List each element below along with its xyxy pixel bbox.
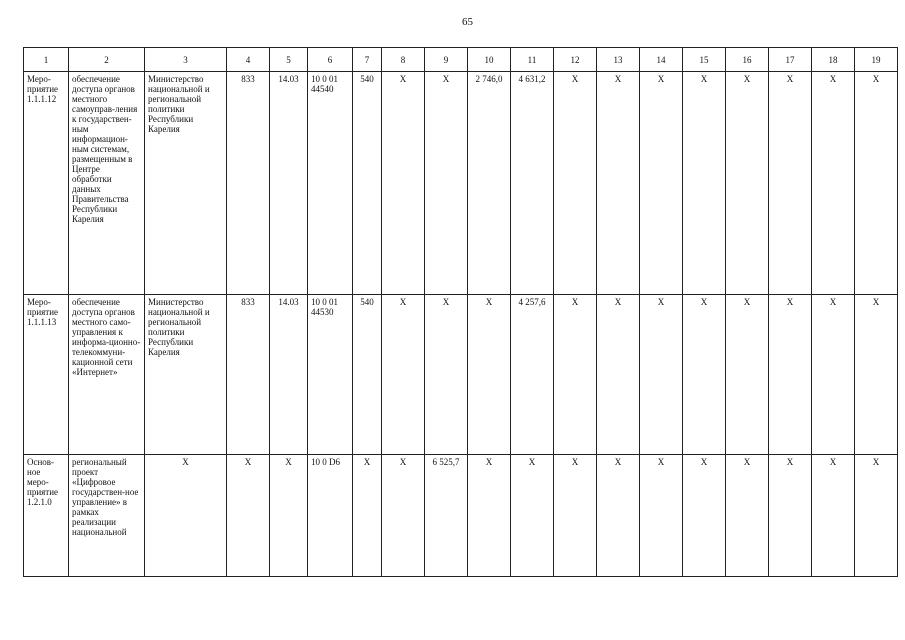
value-cell: X bbox=[812, 455, 855, 577]
column-header: 5 bbox=[270, 48, 308, 72]
value-cell: X bbox=[683, 455, 726, 577]
value-cell: X bbox=[640, 455, 683, 577]
responsible-cell: Министерство национальной и региональной политики Республики Карелия bbox=[145, 72, 227, 295]
value-cell: X bbox=[597, 295, 640, 455]
activity-name-cell: региональный проект «Цифровое государствен-ное управление» в рамках реализации национальной bbox=[69, 455, 145, 577]
activity-code-cell: Меро- приятие 1.1.1.12 bbox=[24, 72, 69, 295]
section-code-cell: 14.03 bbox=[270, 295, 308, 455]
value-cell: X bbox=[726, 72, 769, 295]
value-cell: X bbox=[769, 455, 812, 577]
column-header: 4 bbox=[227, 48, 270, 72]
value-cell: X bbox=[769, 295, 812, 455]
value-cell: X bbox=[554, 455, 597, 577]
value-cell: X bbox=[855, 455, 898, 577]
responsible-cell: Министерство национальной и региональной политики Республики Карелия bbox=[145, 295, 227, 455]
column-header: 15 bbox=[683, 48, 726, 72]
value-cell: X bbox=[382, 72, 425, 295]
value-cell: X bbox=[425, 72, 468, 295]
grbs-code-cell: 833 bbox=[227, 295, 270, 455]
expense-type-cell: X bbox=[353, 455, 382, 577]
value-cell: X bbox=[468, 295, 511, 455]
activity-name-cell: обеспечение доступа органов местного само-управления к информа-ционно-телекоммуни-кационной сети «Интернет» bbox=[69, 295, 145, 455]
column-header: 12 bbox=[554, 48, 597, 72]
section-code-cell: X bbox=[270, 455, 308, 577]
value-cell: X bbox=[597, 455, 640, 577]
value-cell: X bbox=[597, 72, 640, 295]
column-header: 14 bbox=[640, 48, 683, 72]
column-header: 10 bbox=[468, 48, 511, 72]
column-header: 9 bbox=[425, 48, 468, 72]
value-cell: X bbox=[855, 295, 898, 455]
value-cell: 6 525,7 bbox=[425, 455, 468, 577]
value-cell: X bbox=[640, 72, 683, 295]
column-header: 3 bbox=[145, 48, 227, 72]
activity-code-cell: Меро- приятие 1.1.1.13 bbox=[24, 295, 69, 455]
column-header: 18 bbox=[812, 48, 855, 72]
value-cell: X bbox=[468, 455, 511, 577]
column-header: 1 bbox=[24, 48, 69, 72]
target-article-cell: 10 0 D6 bbox=[308, 455, 353, 577]
activity-code-cell: Основ- ное меро- приятие 1.2.1.0 bbox=[24, 455, 69, 577]
value-cell: X bbox=[382, 295, 425, 455]
target-article-cell: 10 0 01 44530 bbox=[308, 295, 353, 455]
column-header: 13 bbox=[597, 48, 640, 72]
value-cell: X bbox=[726, 455, 769, 577]
expense-type-cell: 540 bbox=[353, 72, 382, 295]
expense-type-cell: 540 bbox=[353, 295, 382, 455]
column-header: 7 bbox=[353, 48, 382, 72]
column-header: 2 bbox=[69, 48, 145, 72]
column-header: 6 bbox=[308, 48, 353, 72]
value-cell: X bbox=[554, 72, 597, 295]
value-cell: 4 631,2 bbox=[511, 72, 554, 295]
value-cell: X bbox=[640, 295, 683, 455]
value-cell: X bbox=[683, 72, 726, 295]
value-cell: X bbox=[554, 295, 597, 455]
column-header: 19 bbox=[855, 48, 898, 72]
responsible-cell: X bbox=[145, 455, 227, 577]
value-cell: X bbox=[769, 72, 812, 295]
page-number: 65 bbox=[462, 16, 473, 28]
table-row bbox=[24, 72, 898, 295]
value-cell: 4 257,6 bbox=[511, 295, 554, 455]
activity-name-cell: обеспечение доступа органов местного самоуправ-ления к государствен-ным информацион-ным системам, размещенным в Центре обработки данных Правительства Республики Карелия bbox=[69, 72, 145, 295]
grbs-code-cell: X bbox=[227, 455, 270, 577]
column-header: 8 bbox=[382, 48, 425, 72]
table-row bbox=[24, 295, 898, 455]
value-cell: X bbox=[382, 455, 425, 577]
section-code-cell: 14.03 bbox=[270, 72, 308, 295]
budget-table bbox=[23, 47, 898, 577]
column-header: 17 bbox=[769, 48, 812, 72]
grbs-code-cell: 833 bbox=[227, 72, 270, 295]
value-cell: X bbox=[812, 72, 855, 295]
value-cell: X bbox=[855, 72, 898, 295]
value-cell: X bbox=[726, 295, 769, 455]
value-cell: X bbox=[683, 295, 726, 455]
table-row bbox=[24, 455, 898, 577]
value-cell: X bbox=[425, 295, 468, 455]
column-header: 11 bbox=[511, 48, 554, 72]
value-cell: X bbox=[812, 295, 855, 455]
column-number-row bbox=[24, 48, 898, 72]
value-cell: 2 746,0 bbox=[468, 72, 511, 295]
column-header: 16 bbox=[726, 48, 769, 72]
target-article-cell: 10 0 01 44540 bbox=[308, 72, 353, 295]
value-cell: X bbox=[511, 455, 554, 577]
